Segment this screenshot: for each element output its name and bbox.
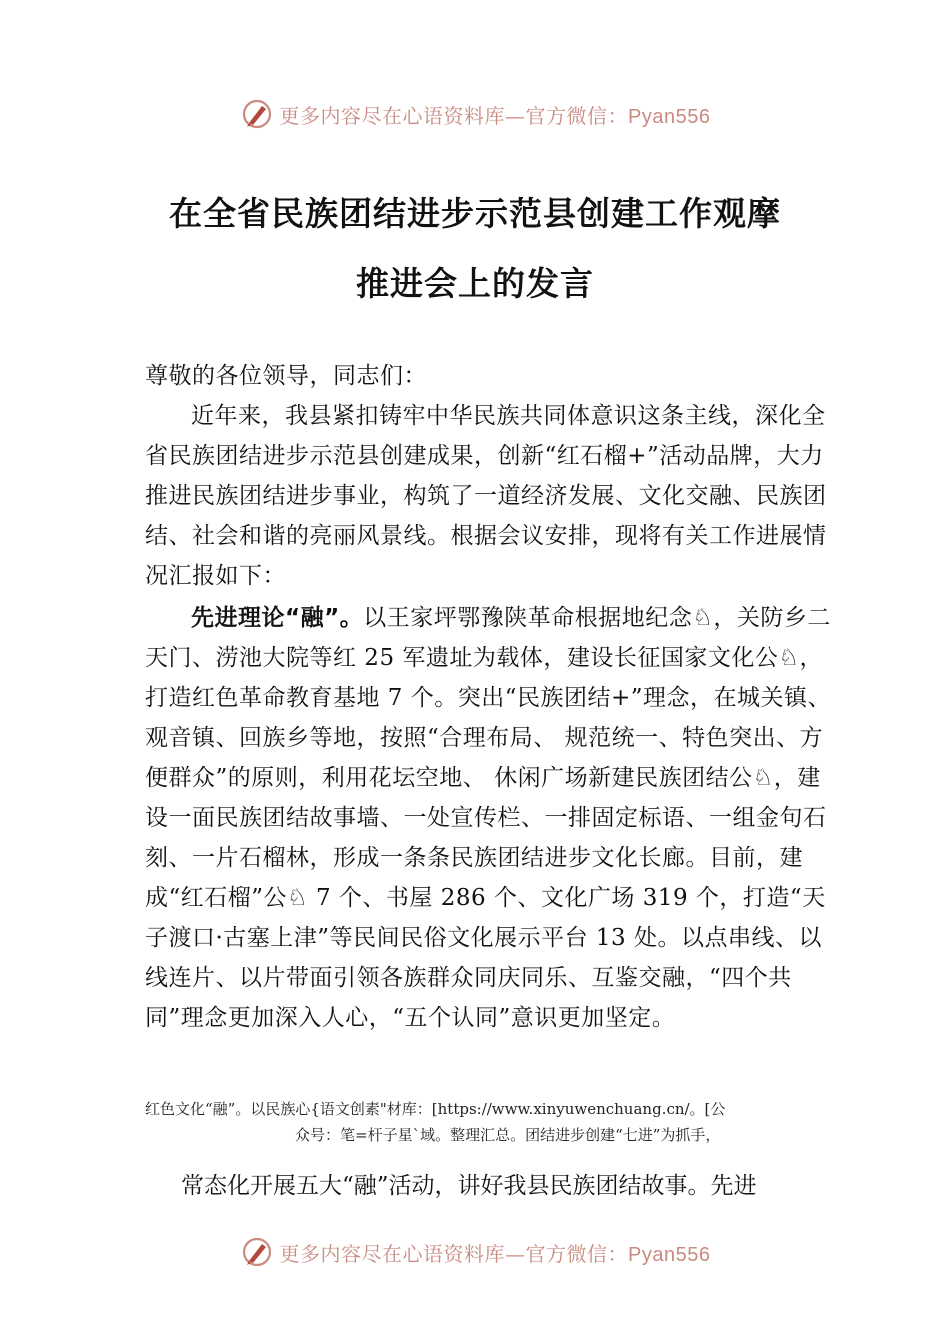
paragraph-intro: 近年来，我县紧扣铸牢中华民族共同体意识这条主线，深化全省民族团结进步示范县创建成果，创新“红石榴+”活动品牌，大力推进民族团结进步事业，构筑了一道经济发展、文化交融、民族团结、社会和谐的亮丽风景线。根据会议安排，现将有关工作进展情况汇报如下：	[145, 403, 827, 589]
inserted-source-note	[145, 1096, 835, 1148]
footer-watermark	[0, 1232, 950, 1272]
paragraph-body: 以王家坪鄂豫陕革命根据地纪念♘，关防乡二天门、涝池大院等红 25 军遗址为载体，建设长征国家文化公♘，打造红色革命教育基地 7 个。突出“民族团结+”理念，在城关镇、观音镇、回族乡等地，按照“合理布局、 规范统一、特色突出、方便群众”的原则，利用花坛空地、 休闲广场新建民族团结公♘，建设一面民族团结故事墙、一处宣传栏、一排固定标语、一组金句石刻、一片石榴林，形成一条条民族团结进步文化长廊。目前，建成“红石榴”公♘ 7 个、书屋 286 个、文化广场 319 个，打造“天子渡口·古塞上津”等民间民俗文化展示平台 13 处。以点串线、以线连片、以片带面引领各族群众同庆同乐、互鉴交融，“四个共同”理念更加深入人心，“五个认同”意识更加坚定。	[145, 605, 832, 1031]
paragraph-continued: 常态化开展五大“融”活动，讲好我县民族团结故事。先进	[181, 1173, 757, 1199]
watermark-text: 更多内容尽在心语资料库—官方微信：Pyan556	[279, 1241, 711, 1266]
fountain-pen-logo-icon	[240, 97, 274, 131]
source-note-line-1: 红色文化“融”。以民族心{语文创素"材库：[https://www.xinyuwenchuang.cn/。[公	[145, 1100, 726, 1118]
document-title-line-1: 在全省民族团结进步示范县创建工作观摩	[169, 194, 781, 233]
paragraph-lead-heading: 先进理论“融”。	[191, 605, 364, 631]
document-title-line-2: 推进会上的发言	[356, 264, 594, 303]
watermark-text: 更多内容尽在心语资料库—官方微信：Pyan556	[279, 103, 711, 128]
paragraph-theory-integration	[145, 598, 835, 1038]
header-watermark	[0, 94, 950, 134]
fountain-pen-logo-icon	[240, 1235, 274, 1269]
source-note-line-2: 众号：笔=杆子星`域。整理汇总。团结进步创建“七进”为抓手，	[295, 1126, 721, 1144]
salutation: 尊敬的各位领导，同志们：	[145, 363, 427, 389]
